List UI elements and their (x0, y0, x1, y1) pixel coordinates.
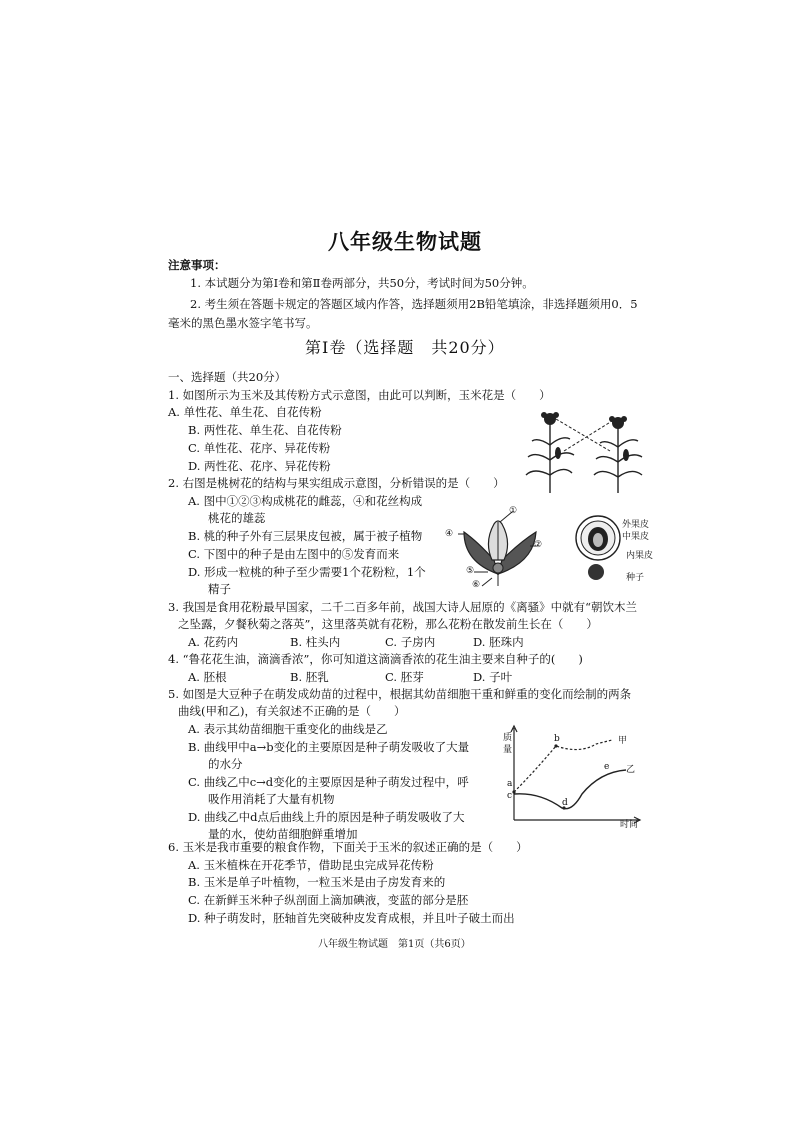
q5-option-c: C. 曲线乙中c→d变化的主要原因是种子萌发过程中，呼 (188, 775, 469, 789)
q6-option-b: B. 玉米是单子叶植物，一粒玉米是由子房发育来的 (188, 875, 446, 889)
q4-option-d: D. 子叶 (473, 670, 513, 684)
q3-option-c: C. 子房内 (385, 635, 436, 649)
q2-stem: 2. 右图是桃树花的结构与果实组成示意图，分析错误的是（ ） (168, 476, 505, 490)
section-title: 第Ⅰ卷（选择题 共20分） (305, 338, 505, 357)
q1-option-d: D. 两性花、花序、异花传粉 (188, 459, 331, 473)
graph-point-d: d (562, 798, 568, 808)
q1-option-b: B. 两性花、单生花、自花传粉 (188, 423, 342, 437)
q5-option-b-cont: 的水分 (208, 757, 243, 771)
graph-curve-jia-label: 甲 (618, 736, 628, 746)
q6-option-a: A. 玉米植株在开花季节，借助昆虫完成异花传粉 (188, 858, 434, 872)
notice-item-1: 1. 本试题分为第Ⅰ卷和第Ⅱ卷两部分，共50分，考试时间为50分钟。 (190, 276, 534, 290)
part-heading: 一、选择题（共20分） (168, 370, 287, 384)
q3-option-a: A. 花药内 (188, 635, 239, 649)
graph-xlabel: 时间 (620, 820, 639, 830)
curve-jia (514, 740, 612, 792)
graph-point-c: c (507, 791, 513, 801)
page-title: 八年级生物试题 (328, 229, 482, 254)
q4-option-c: C. 胚芽 (385, 670, 424, 684)
q3-option-d: D. 胚珠内 (473, 635, 524, 649)
q1-stem: 1. 如图所示为玉米及其传粉方式示意图，由此可以判断，玉米花是（ ） (168, 388, 551, 402)
q4-stem: 4. “鲁花花生油，滴滴香浓”，你可知道这滴滴香浓的花生油主要来自种子的( ) (168, 652, 583, 666)
flower-label-5: ⑤ (466, 566, 475, 576)
flower-label-4: ④ (445, 529, 454, 539)
q6-stem: 6. 玉米是我市重要的粮食作物，下面关于玉米的叙述正确的是（ ） (168, 840, 528, 854)
peach-fruit-figure (570, 512, 630, 584)
graph-point-a: a (507, 779, 513, 789)
fruit-label-outer: 外果皮 (622, 520, 650, 530)
q6-option-c: C. 在新鲜玉米种子纵剖面上滴加碘液，变蓝的部分是胚 (188, 893, 469, 907)
q2-option-c: C. 下图中的种子是由左图中的⑤发育而来 (188, 547, 400, 561)
fruit-label-seed: 种子 (626, 573, 645, 583)
corn-plants-figure (520, 405, 660, 495)
q5-stem-cont: 曲线(甲和乙)，有关叙述不正确的是（ ） (178, 704, 406, 718)
graph-ylabel-2: 量 (503, 745, 513, 755)
q3-option-b: B. 柱头内 (290, 635, 341, 649)
notice-item-2: 2. 考生须在答题卡规定的答题区域内作答，选择题须用2B铅笔填涂，非选择题须用0．5 (190, 297, 638, 311)
q2-option-a-cont: 桃花的雄蕊 (208, 511, 266, 525)
q2-option-a: A. 图中①②③构成桃花的雌蕊，④和花丝构成 (188, 494, 423, 508)
q4-option-b: B. 胚乳 (290, 670, 329, 684)
q2-option-d: D. 形成一粒桃的种子至少需要1个花粉粒，1个 (188, 565, 426, 579)
flower-label-1: ① (509, 506, 518, 516)
q5-option-d-cont: 量的水，使幼苗细胞鲜重增加 (208, 827, 358, 841)
q3-stem: 3. 我国是食用花粉最早国家，二千二百多年前，战国大诗人屈原的《离骚》中就有“朝饮木兰 (168, 600, 638, 614)
fruit-label-inner: 内果皮 (626, 551, 654, 561)
q5-option-a: A. 表示其幼苗细胞干重变化的曲线是乙 (188, 722, 388, 736)
graph-point-b: b (554, 734, 560, 744)
q5-option-d: D. 曲线乙中d点后曲线上升的原因是种子萌发吸收了大 (188, 810, 465, 824)
flower-label-2: ② (534, 540, 543, 550)
mass-curve-graph (500, 722, 650, 830)
q2-option-b: B. 桃的种子外有三层果皮包被，属于被子植物 (188, 529, 423, 543)
q2-option-d-cont: 精子 (208, 582, 231, 596)
fruit-label-middle: 中果皮 (622, 532, 650, 542)
notice-heading: 注意事项： (168, 258, 226, 272)
graph-point-e: e (604, 762, 610, 772)
curve-yi (514, 770, 626, 809)
q6-option-d: D. 种子萌发时，胚轴首先突破种皮发育成根，并且叶子破土而出 (188, 911, 515, 925)
graph-curve-yi-label: 乙 (626, 765, 636, 775)
q5-option-c-cont: 吸作用消耗了大量有机物 (208, 792, 335, 806)
q5-option-b: B. 曲线甲中a→b变化的主要原因是种子萌发吸收了大量 (188, 740, 470, 754)
q3-stem-cont: 之坠露，夕餐秋菊之落英”，这里落英就有花粉，那么花粉在散发前生长在（ ） (178, 617, 598, 631)
page-footer: 八年级生物试题 第1页（共6页） (318, 939, 471, 950)
q4-option-a: A. 胚根 (188, 670, 227, 684)
q1-option-c: C. 单性花、花序、异花传粉 (188, 441, 331, 455)
q5-stem: 5. 如图是大豆种子在萌发成幼苗的过程中，根据其幼苗细胞干重和鲜重的变化而绘制的两条 (168, 687, 632, 701)
q1-option-a: A. 单性花、单生花、自花传粉 (168, 405, 322, 419)
notice-item-2-cont: 毫米的黑色墨水签字笔书写。 (168, 316, 318, 330)
flower-label-6: ⑥ (472, 580, 481, 590)
graph-ylabel-1: 质 (503, 733, 513, 743)
